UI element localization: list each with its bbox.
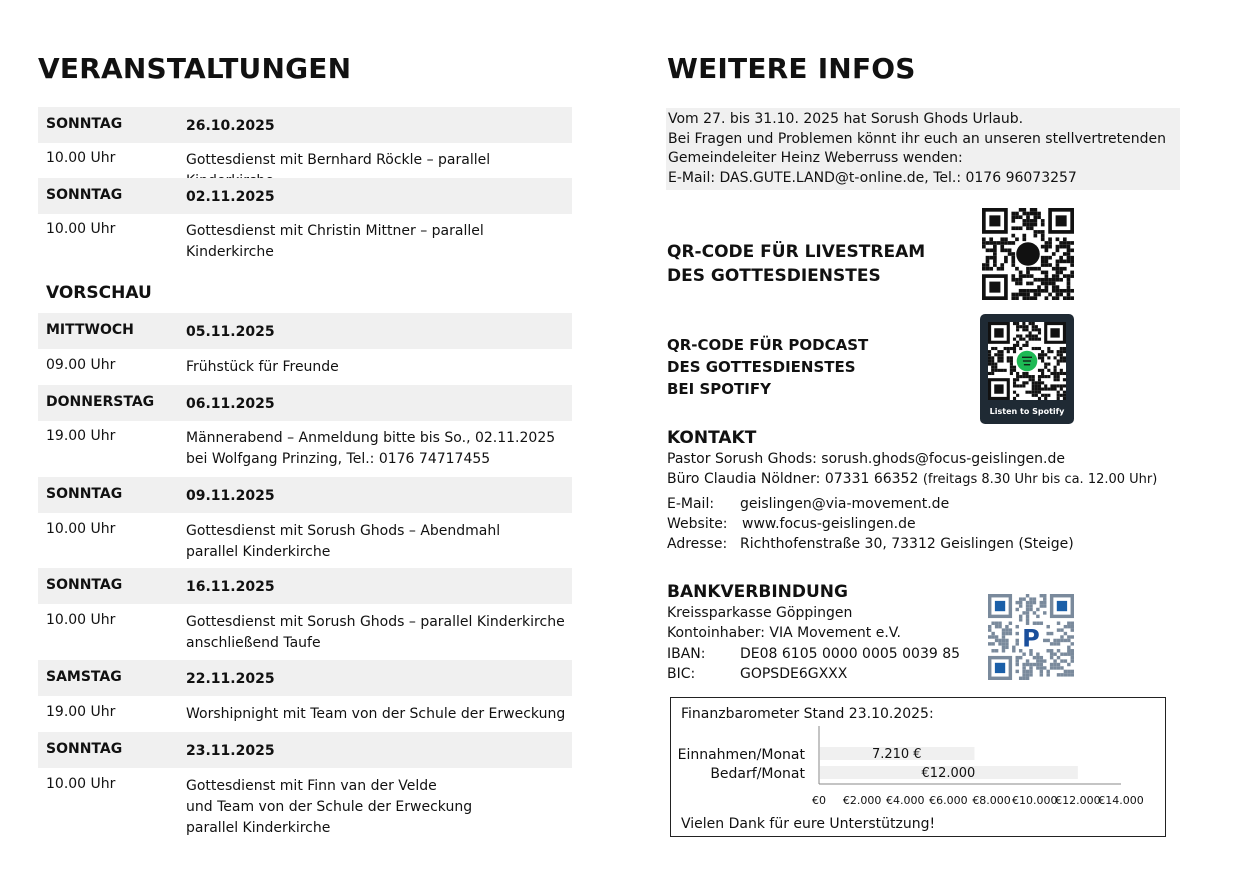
address-row <box>667 536 1074 552</box>
day-row <box>38 313 572 349</box>
text-line: 09.11.2025 <box>186 488 275 504</box>
event-time: 19.00 Uhr <box>46 704 116 720</box>
text-line: parallel Kinderkirche <box>186 544 331 560</box>
spotify-qr-code <box>988 322 1066 400</box>
event-description <box>186 612 565 654</box>
day-row <box>38 477 572 513</box>
text-line: 05.11.2025 <box>186 324 275 340</box>
email-row <box>667 496 949 512</box>
bank-name: Kreissparkasse Göppingen <box>667 605 853 621</box>
text-line: Gottesdienst mit Christin Mittner – parallel Kinderkirche <box>186 223 484 260</box>
event-time: 09.00 Uhr <box>46 357 116 373</box>
office-hours: (freitags 8.30 Uhr bis ca. 12.00 Uhr) <box>922 472 1158 487</box>
weekday: SONNTAG <box>46 187 123 203</box>
event-time: 19.00 Uhr <box>46 428 116 444</box>
address-label: Adresse: <box>667 536 728 552</box>
event-row <box>38 213 572 260</box>
label-line: DES GOTTESDIENSTES <box>667 358 856 376</box>
text-line: Worshipnight mit Team von der Schule der Erweckung <box>186 706 566 722</box>
day-row <box>38 732 572 768</box>
event-row <box>38 513 572 569</box>
paypal-qr-code[interactable] <box>988 594 1074 680</box>
iban-value: DE08 6105 0000 0005 0039 85 <box>740 646 961 662</box>
event-date <box>186 669 275 690</box>
day-row <box>38 660 572 696</box>
tick-label: €4.000 <box>886 794 925 807</box>
weekday: SAMSTAG <box>46 669 122 685</box>
vacation-notice <box>666 108 1180 190</box>
text-line: 26.10.2025 <box>186 118 275 134</box>
bic-label: BIC: <box>667 666 696 682</box>
website-value[interactable]: www.focus-geislingen.de <box>742 516 916 532</box>
spotify-qr-card[interactable] <box>980 314 1074 424</box>
bic-value: GOPSDE6GXXX <box>740 666 848 682</box>
event-row <box>38 349 572 385</box>
iban-row <box>667 646 960 662</box>
event-date <box>186 187 275 208</box>
day-row <box>38 107 572 143</box>
event-row <box>38 604 572 660</box>
email-label: E-Mail: <box>667 496 715 512</box>
logo-icon <box>1016 242 1040 266</box>
event-description <box>186 221 572 263</box>
paypal-icon: P <box>1022 624 1040 653</box>
events-title: VERANSTALTUNGEN <box>38 52 352 85</box>
text-line: anschließend Taufe <box>186 635 321 651</box>
tick-label: €12.000 <box>1055 794 1101 807</box>
category-label: Einnahmen/Monat <box>677 747 805 763</box>
text-line: Gottesdienst mit Bernhard Röckle – parallel <box>186 152 491 168</box>
finance-barometer <box>670 697 1166 837</box>
pastor-contact: Pastor Sorush Ghods: sorush.ghods@focus-geislingen.de <box>667 451 1065 467</box>
event-date <box>186 322 275 343</box>
text-line: 22.11.2025 <box>186 671 275 687</box>
label-line: DES GOTTESDIENSTES <box>667 266 881 286</box>
finance-thanks: Vielen Dank für eure Unterstützung! <box>681 816 936 832</box>
text-line: und Team von der Schule der Erweckung <box>186 799 473 815</box>
account-holder: Kontoinhaber: VIA Movement e.V. <box>667 625 901 641</box>
day-row <box>38 385 572 421</box>
weekday: SONNTAG <box>46 486 123 502</box>
weekday: SONNTAG <box>46 116 123 132</box>
text-line: bei Wolfgang Prinzing, Tel.: 0176 74717455 <box>186 451 491 467</box>
text-line: 06.11.2025 <box>186 396 275 412</box>
event-date <box>186 486 275 507</box>
weekday: MITTWOCH <box>46 322 134 338</box>
label-line: BEI SPOTIFY <box>667 380 771 398</box>
website-label: Website: <box>667 516 728 532</box>
preview-heading: VORSCHAU <box>46 283 152 303</box>
text-line: parallel Kinderkirche <box>186 820 331 836</box>
bank-heading: BANKVERBINDUNG <box>667 582 848 602</box>
weekday: DONNERSTAG <box>46 394 155 410</box>
event-time: 10.00 Uhr <box>46 776 116 792</box>
event-description <box>186 357 339 378</box>
tick-label: €10.000 <box>1011 794 1058 807</box>
event-row <box>38 768 572 844</box>
day-row <box>38 178 572 214</box>
tick-label: €14.000 <box>1098 794 1144 807</box>
livestream-qr-label <box>667 240 925 288</box>
event-date <box>186 741 275 762</box>
office-phone: Büro Claudia Nöldner: 07331 66352 <box>667 471 919 487</box>
podcast-qr-label <box>667 334 868 400</box>
category-label: Bedarf/Monat <box>710 766 805 782</box>
event-row <box>38 142 572 178</box>
text-line: Frühstück für Freunde <box>186 359 339 375</box>
label-line: QR-CODE FÜR LIVESTREAM <box>667 242 926 262</box>
event-date <box>186 116 275 137</box>
contact-heading: KONTAKT <box>667 428 757 448</box>
label-line: QR-CODE FÜR PODCAST <box>667 336 869 354</box>
spotify-caption: Listen to Spotify <box>989 407 1065 416</box>
event-description <box>186 704 565 725</box>
event-description <box>186 428 555 470</box>
finance-title: Finanzbarometer Stand 23.10.2025: <box>681 706 934 722</box>
event-description <box>186 521 500 563</box>
event-time: 10.00 Uhr <box>46 612 116 628</box>
info-title: WEITERE INFOS <box>667 52 916 85</box>
event-time: 10.00 Uhr <box>46 521 116 537</box>
text-line: Männerabend – Anmeldung bitte bis So., 02.11.2025 <box>186 430 556 446</box>
data-label: €12.000 <box>921 766 976 781</box>
text-line: Gottesdienst mit Sorush Ghods – Abendmahl <box>186 523 501 539</box>
notice-line: Vom 27. bis 31.10. 2025 hat Sorush Ghods Urlaub. <box>668 111 1024 127</box>
tick-label: €0 <box>812 794 826 807</box>
text-line: 23.11.2025 <box>186 743 275 759</box>
livestream-qr-code[interactable] <box>982 208 1074 300</box>
event-row <box>38 420 572 476</box>
tick-label: €8.000 <box>972 794 1011 807</box>
day-row <box>38 568 572 604</box>
bic-row <box>667 666 847 682</box>
notice-line: Gemeindeleiter Heinz Weberruss wenden: <box>668 150 963 166</box>
office-contact <box>667 471 1157 487</box>
notice-line: Bei Fragen und Problemen könnt ihr euch an unseren stellvertretenden <box>668 130 1167 147</box>
iban-label: IBAN: <box>667 646 706 662</box>
event-row <box>38 696 572 732</box>
tick-label: €2.000 <box>842 794 882 807</box>
text-line: 16.11.2025 <box>186 579 275 595</box>
notice-line: E-Mail: DAS.GUTE.LAND@t-online.de, Tel.: 0176 96073257 <box>668 169 1077 186</box>
event-time: 10.00 Uhr <box>46 221 116 237</box>
email-value[interactable]: geislingen@via-movement.de <box>740 496 950 512</box>
event-time: 10.00 Uhr <box>46 150 116 166</box>
website-row <box>667 516 916 532</box>
weekday: SONNTAG <box>46 577 123 593</box>
text-line: Gottesdienst mit Finn van der Velde <box>186 778 437 794</box>
weekday: SONNTAG <box>46 741 123 757</box>
text-line: 02.11.2025 <box>186 189 275 205</box>
text-line: Gottesdienst mit Sorush Ghods – parallel Kinderkirche <box>186 614 565 630</box>
data-label: 7.210 € <box>871 747 922 762</box>
event-description <box>186 776 472 839</box>
event-date <box>186 577 275 598</box>
event-date <box>186 394 275 415</box>
address-value: Richthofenstraße 30, 73312 Geislingen (Steige) <box>740 536 1074 552</box>
tick-label: €6.000 <box>929 794 968 807</box>
